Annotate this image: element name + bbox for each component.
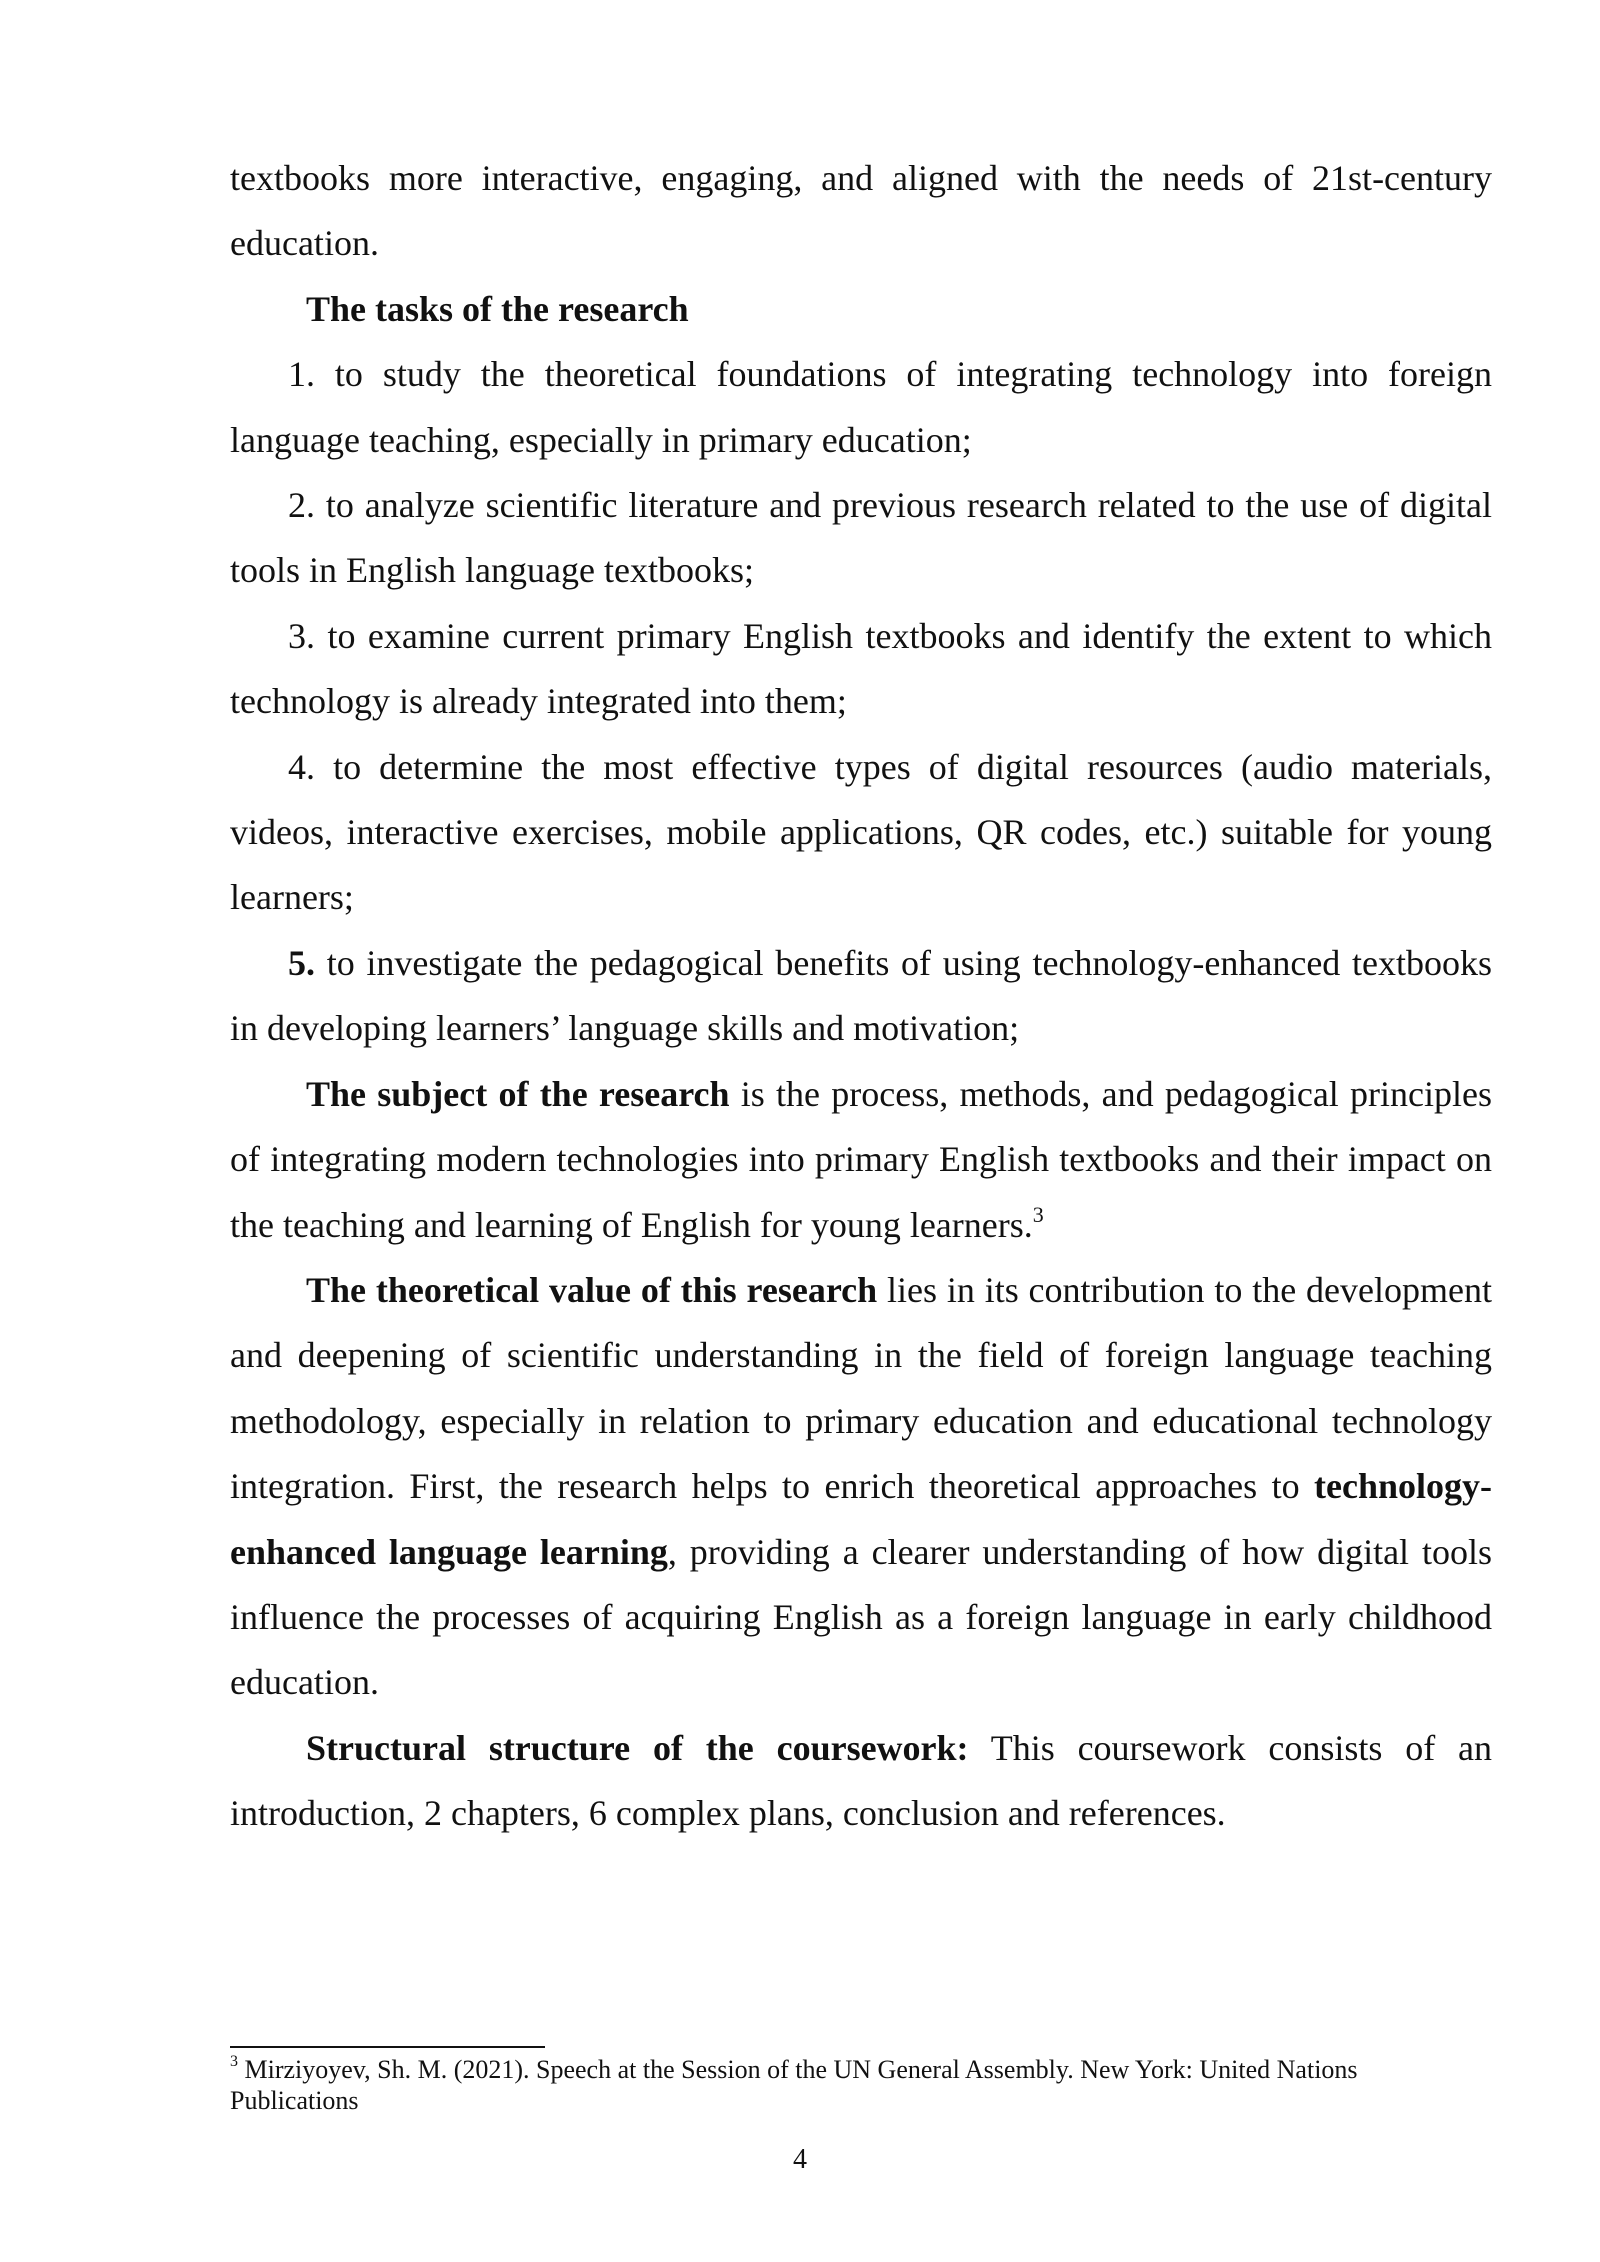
task-item-4 [230, 735, 1492, 931]
task-item-2 [230, 473, 1492, 604]
task-number: 5. [288, 942, 315, 983]
footnote [230, 2054, 1492, 2116]
theoretical-value-emphasis: technology-enhanced language learning [230, 1466, 1492, 1572]
page-number: 4 [793, 2144, 807, 2175]
task-text: to examine current primary English textbooks and identify the extent to which technology is already integrated into them; [230, 615, 1492, 722]
task-item-5 [230, 931, 1492, 1062]
body-text [230, 146, 1492, 1847]
structure-text: This coursework consists of an introduction, 2 chapters, 6 complex plans, conclusion and references. [230, 1727, 1492, 1834]
theoretical-value-text: lies in its contribution to the development and deepening of scientific understanding in the field of foreign language teaching methodology, especially in relation to primary education and educational technology integration. First, the research helps to enrich theoretical approaches to [230, 1269, 1492, 1507]
structure-paragraph [230, 1716, 1492, 1847]
footnote-divider [230, 2046, 545, 2048]
task-text: to analyze scientific literature and previous research related to the use of digital tools in English language textbooks; [230, 485, 1492, 591]
task-text: to study the theoretical foundations of integrating technology into foreign language teaching, especially in primary education; [230, 354, 1492, 460]
task-number: 3. [288, 615, 315, 656]
task-text: to investigate the pedagogical benefits of using technology-enhanced textbooks in developing learners’ language skills and motivation; [230, 942, 1492, 1049]
footnote-marker: 3 [230, 2053, 238, 2071]
theoretical-value-paragraph [230, 1258, 1492, 1716]
footnote-text: Mirziyoyev, Sh. M. (2021). Speech at the Session of the UN General Assembly. New York: United Nations Publications [230, 2055, 1358, 2115]
footnote-reference[interactable]: 3 [1032, 1201, 1044, 1227]
task-text: to determine the most effective types of digital resources (audio materials, videos, interactive exercises, mobile applications, QR codes, etc.) suitable for young learners; [230, 746, 1492, 918]
structure-label: Structural structure of the coursework: [306, 1727, 969, 1768]
intro-continuation: textbooks more interactive, engaging, and aligned with the needs of 21st-century education. [230, 158, 1492, 264]
theoretical-value-label: The theoretical value of this research [306, 1269, 878, 1310]
task-number: 4. [288, 746, 315, 787]
subject-text: is the process, methods, and pedagogical principles of integrating modern technologies into primary English textbooks and their impact on the teaching and learning of English for young learners. [230, 1073, 1492, 1245]
task-item-3 [230, 604, 1492, 735]
tasks-heading: The tasks of the research [306, 288, 689, 329]
theoretical-value-text-end: , providing a clearer understanding of how digital tools influence the processes of acquiring English as a foreign language in early childhood education. [230, 1531, 1492, 1703]
task-number: 1. [288, 354, 315, 395]
subject-paragraph [230, 1062, 1492, 1258]
task-number: 2. [288, 485, 315, 526]
task-item-1 [230, 342, 1492, 473]
subject-label: The subject of the research [306, 1073, 730, 1114]
